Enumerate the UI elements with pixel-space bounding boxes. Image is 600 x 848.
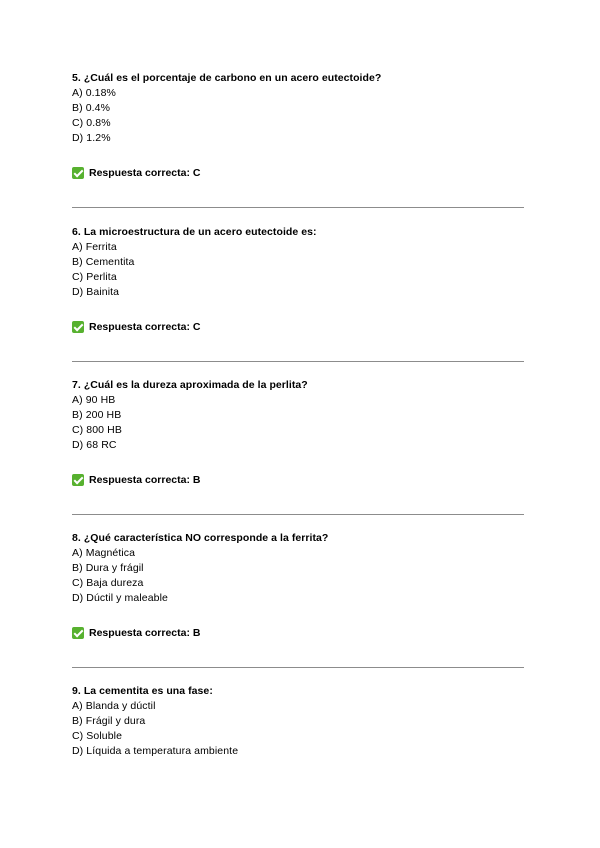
divider (72, 667, 524, 668)
check-mark-icon (72, 474, 84, 486)
option-c: C) Soluble (72, 730, 123, 742)
option-d: D) Bainita (72, 286, 120, 298)
divider (72, 514, 524, 515)
question-title: 8. ¿Qué característica NO corresponde a la ferrita? (72, 532, 329, 544)
question-title: 5. ¿Cuál es el porcentaje de carbono en un acero eutectoide? (72, 72, 382, 84)
divider (72, 361, 524, 362)
option-a: A) Ferrita (72, 241, 117, 253)
check-mark-icon (72, 167, 84, 179)
option-d: D) Dúctil y maleable (72, 592, 168, 604)
question-5 (72, 71, 527, 180)
option-list (72, 86, 527, 146)
correct-answer (72, 320, 527, 334)
question-title: 9. La cementita es una fase: (72, 685, 213, 697)
option-b: B) Cementita (72, 256, 135, 268)
option-a: A) 0.18% (72, 87, 116, 99)
question-title: 6. La microestructura de un acero eutectoide es: (72, 226, 317, 238)
option-a: A) Blanda y dúctil (72, 700, 156, 712)
answer-text: Respuesta correcta: C (89, 321, 201, 333)
question-8 (72, 531, 527, 640)
option-list (72, 546, 527, 606)
question-7 (72, 378, 527, 487)
check-mark-icon (72, 321, 84, 333)
option-c: C) 0.8% (72, 117, 111, 129)
option-b: B) Frágil y dura (72, 715, 146, 727)
option-d: D) 68 RC (72, 439, 117, 451)
correct-answer (72, 626, 527, 640)
question-9 (72, 684, 527, 759)
option-list (72, 393, 527, 453)
option-list (72, 699, 527, 759)
question-6 (72, 225, 527, 334)
option-a: A) Magnética (72, 547, 136, 559)
answer-text: Respuesta correcta: C (89, 167, 201, 179)
answer-text: Respuesta correcta: B (89, 474, 201, 486)
option-list (72, 240, 527, 300)
question-title: 7. ¿Cuál es la dureza aproximada de la perlita? (72, 379, 308, 391)
option-b: B) 0.4% (72, 102, 111, 114)
correct-answer (72, 166, 527, 180)
option-d: D) 1.2% (72, 132, 111, 144)
divider (72, 207, 524, 208)
option-c: C) Baja dureza (72, 577, 144, 589)
option-a: A) 90 HB (72, 394, 116, 406)
option-c: C) 800 HB (72, 424, 122, 436)
answer-text: Respuesta correcta: B (89, 627, 201, 639)
option-d: D) Líquida a temperatura ambiente (72, 745, 239, 757)
option-c: C) Perlita (72, 271, 117, 283)
option-b: B) 200 HB (72, 409, 122, 421)
correct-answer (72, 473, 527, 487)
option-b: B) Dura y frágil (72, 562, 144, 574)
check-mark-icon (72, 627, 84, 639)
